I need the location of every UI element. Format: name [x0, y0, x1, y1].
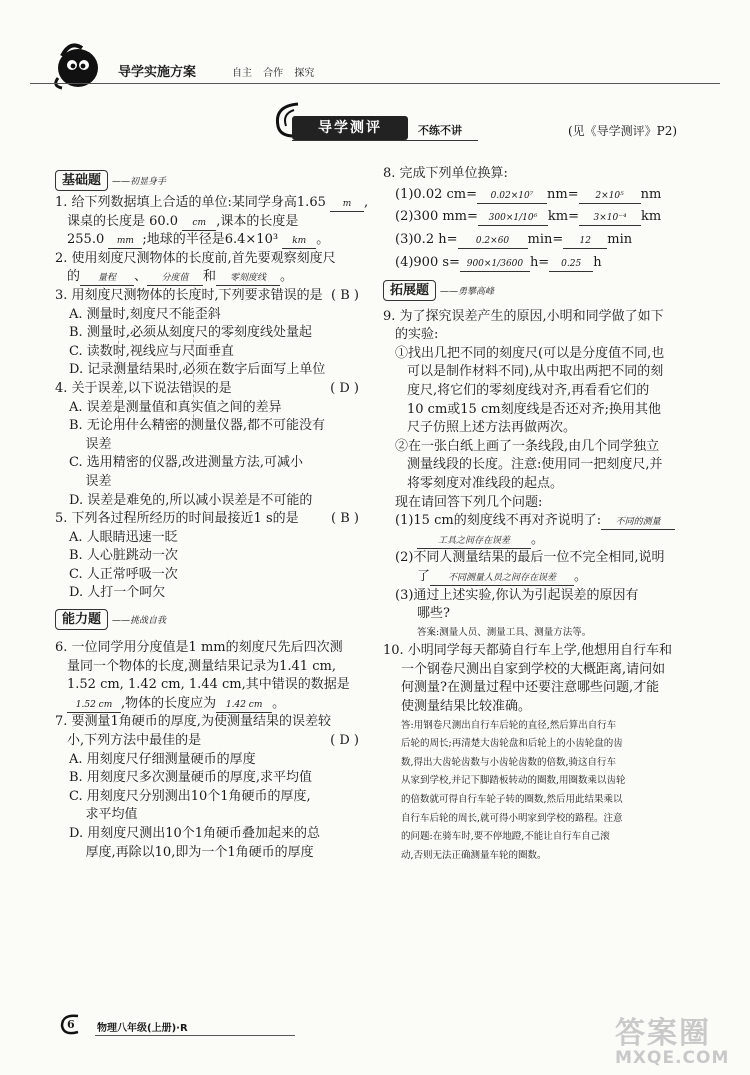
answer-blank[interactable]: m: [330, 197, 364, 212]
answer-blank[interactable]: 12: [563, 234, 607, 249]
question-9-line: 度尺,将它们的零刻度线对齐,再看看它们的: [407, 382, 650, 398]
answer-blank[interactable]: 900×1/3600: [460, 257, 530, 272]
question-9-line: ①找出几把不同的刻度尺(可以是分度值不同,也: [395, 345, 665, 361]
question-2: 2. 使用刻度尺测物体的长度前,首先要观察刻度尺: [55, 250, 336, 266]
question-9-3-line2: 哪些?: [417, 606, 450, 622]
question-4: 4. 关于误差,以下说法错误的是 ( D ): [55, 380, 367, 399]
option: A. 测量时,刻度尺不能歪斜: [69, 306, 221, 322]
answer-blank[interactable]: 不同的测量: [601, 515, 675, 530]
question-9-line: 测量线段的长度。注意:使用同一把刻度尺,并: [407, 457, 663, 473]
watermark-line1: 答案圈: [615, 1016, 711, 1051]
question-3: 3. 用刻度尺测物体的长度时,下列要求错误的是 ( B ): [55, 287, 367, 306]
conversion-row: (2)300 mm= 300×1/10⁶ km= 3×10⁻⁴ km: [395, 208, 662, 224]
question-9-2: (2)不同人测量结果的最后一位不完全相同,说明: [395, 550, 665, 566]
question-10-line: 使测量结果比较准确。: [401, 699, 532, 715]
option: B. 无论用什么精密的测量仪器,都不可能没有: [69, 418, 325, 434]
option: A. 用刻度尺仔细测量硬币的厚度: [69, 751, 256, 767]
answer-blank[interactable]: 分度值: [147, 271, 203, 286]
section-extension-subtitle: ——勇攀高峰: [440, 286, 495, 297]
page-number: 6: [67, 1018, 75, 1031]
section-basic-subtitle: ——初显身手: [112, 177, 167, 187]
question-9-line: 的实验:: [395, 327, 439, 343]
question-2-line2: 的 量程 、 分度值 和 零刻度线 。: [67, 269, 294, 285]
option: 厚度,再除以10,即为一个1角硬币的厚度: [69, 844, 314, 860]
question-1-line2: 课桌的长度是 60.0 cm ,课本的长度是: [67, 213, 299, 229]
answer-blank[interactable]: mm: [108, 234, 142, 249]
option: C. 读数时,视线应与尺面垂直: [69, 343, 234, 359]
watermark-line2: MXQE.COM: [615, 1048, 730, 1068]
answer-blank[interactable]: 0.02×10⁷: [477, 189, 547, 204]
question-9-line: ②在一张白纸上画了一条线段,由几个同学独立: [395, 438, 660, 454]
question-1: 1. 给下列数据填上合适的单位:某同学身高1.65 m ,: [55, 195, 369, 210]
question-8: 8. 完成下列单位换算:: [383, 166, 508, 181]
answer-choice[interactable]: ( B ): [331, 511, 359, 527]
answer-choice[interactable]: ( D ): [330, 380, 359, 396]
banner-reference: (见《导学测评》P2): [568, 124, 678, 138]
question-6-line4: 1.52 cm ,物体的长度应为 1.42 cm 。: [67, 695, 367, 714]
question-7: 7. 要测量1角硬币的厚度,为使测量结果的误差较: [55, 714, 331, 730]
answer-blank[interactable]: 300×1/10⁶: [478, 211, 548, 226]
answer-blank[interactable]: 不同测量人员之间存在误差: [430, 571, 574, 586]
option: D. 人打一个呵欠: [69, 585, 166, 601]
question-9-3: (3)通过上述实验,你认为引起误差的原因有: [395, 587, 639, 603]
footer-rule: [95, 1035, 295, 1036]
question-7-line2: 小,下列方法中最佳的是 ( D ): [55, 732, 367, 751]
question-10-line: 一个钢卷尺测出自家到学校的大概距离,请问如: [401, 661, 666, 677]
answer-blank[interactable]: 1.52 cm: [67, 698, 121, 713]
answer-blank[interactable]: 0.2×60: [458, 234, 528, 249]
question-9-2-line2: 了 不同测量人员之间存在误差 。: [417, 568, 588, 584]
question-6-line3: 1.52 cm, 1.42 cm, 1.44 cm,其中错误的数据是: [67, 677, 350, 693]
question-9-line: 可以是制作材料不同),从中取出两把不同的刻: [407, 364, 664, 380]
conversion-row: (4)900 s= 900×1/3600 h= 0.25 h: [395, 254, 602, 270]
option: 误差: [69, 436, 112, 452]
option: D. 用刻度尺测出10个1角硬币叠加起来的总: [69, 826, 321, 841]
question-9-line: 10 cm或15 cm刻度线是否还对齐;换用其他: [407, 401, 661, 417]
section-ability-title: 能力题: [55, 609, 108, 630]
option: B. 测量时,必须从刻度尺的零刻度线处量起: [69, 325, 312, 341]
question-10: 10. 小明同学每天都骑自行车上学,他想用自行车和: [383, 643, 672, 659]
header-subtitle: 自主 合作 探究: [232, 68, 315, 79]
header-title: 导学实施方案: [118, 65, 197, 80]
option: 误差: [69, 473, 112, 489]
watermark: [615, 1008, 729, 1068]
answer-blank[interactable]: 1.42 cm: [216, 698, 272, 713]
question-6: 6. 一位同学用分度值是1 mm的刻度尺先后四次测: [55, 640, 343, 656]
question-5: 5. 下列各过程所经历的时间最接近1 s的是 ( B ): [55, 510, 367, 529]
option: D. 记录测量结果时,必须在数字后面写上单位: [69, 362, 326, 378]
section-ability-subtitle: ——挑战自我: [112, 616, 167, 627]
answer-blank[interactable]: km: [282, 234, 316, 249]
option: A. 人眼睛迅速一眨: [69, 529, 178, 545]
option: B. 用刻度尺多次测量硬币的厚度,求平均值: [69, 770, 312, 786]
answer-choice[interactable]: ( D ): [330, 733, 359, 749]
question-1-line3: 255.0 mm ;地球的半径是6.4×10³ km 。: [67, 232, 330, 248]
book-title: 物理八年级(上册)·R: [97, 1023, 188, 1034]
answer-blank[interactable]: 2×10⁵: [579, 189, 641, 204]
answer-blank[interactable]: cm: [182, 216, 216, 231]
option: 求平均值: [69, 807, 138, 823]
question-9-line: 尺子仿照上述方法再做两次。: [407, 420, 577, 436]
conversion-row: (1)0.02 cm= 0.02×10⁷ nm= 2×10⁵ nm: [395, 186, 662, 202]
answer-blank[interactable]: 量程: [80, 271, 134, 286]
answer-choice[interactable]: ( B ): [331, 287, 359, 303]
question-9-3-answer[interactable]: 答案:测量人员、测量工具、测量方法等。: [417, 626, 592, 638]
question-9-line: 将零刻度对准线段的起点。: [407, 475, 564, 491]
answer-blank[interactable]: 0.25: [549, 257, 593, 272]
question-9-line: 现在请回答下列几个问题:: [395, 494, 543, 510]
option: C. 用刻度尺分别测出10个1角硬币的厚度,: [69, 788, 311, 804]
question-10-line: 何测量?在测量过程中还要注意哪些问题,才能: [401, 680, 660, 696]
option: C. 选用精密的仪器,改进测量方法,可减小: [69, 455, 304, 471]
answer-blank[interactable]: 3×10⁻⁴: [579, 211, 641, 226]
answer-blank[interactable]: 工具之间存在误差: [417, 534, 531, 549]
option: B. 人心脏跳动一次: [69, 548, 178, 564]
banner-subtitle: 不练不讲: [418, 124, 462, 137]
option: D. 误差是难免的,所以减小误差是不可能的: [69, 492, 313, 508]
question-9-1-line2: 工具之间存在误差 。: [417, 531, 705, 550]
banner-rule: [292, 140, 478, 141]
question-10-answer[interactable]: 答:用钢卷尺测出自行车后轮的直径,然后算出自行车 后轮的周长;再清楚大齿轮盘和后轮上的小齿轮盘的齿 数,得出大齿轮齿数与小齿轮齿数的倍数,骑这自行车 从家到学校,并记下脚踏板转动的圈数,用圈数乘以齿轮 的倍数就可得自行车轮子转的圈数,然后用此结果乘以 自行车后轮的周长,就可得小明家到学校的路程。注意 的问题:在骑车时,要不停地蹬,不能让自行车自己滚 动,否则无法正确测量车轮的圈数。: [401, 719, 626, 861]
section-extension-title: 拓展题: [383, 280, 436, 301]
question-6-line2: 量同一个物体的长度,测量结果记录为1.41 cm,: [67, 658, 336, 674]
section-banner: 导学测评: [292, 116, 408, 140]
right-column: [383, 165, 705, 865]
left-column: [55, 170, 367, 862]
option: A. 误差是测量值和真实值之间的差异: [69, 399, 282, 415]
header-rule: [30, 83, 720, 84]
option: C. 人正常呼吸一次: [69, 566, 178, 582]
conversion-row: (3)0.2 h= 0.2×60 min= 12 min: [395, 231, 633, 247]
question-9: 9. 为了探究误差产生的原因,小明和同学做了如下: [383, 308, 664, 324]
section-basic-title: 基础题: [55, 170, 108, 191]
question-9-1: (1)15 cm的刻度线不再对齐说明了: 不同的测量: [395, 512, 705, 531]
answer-blank[interactable]: 零刻度线: [216, 271, 280, 286]
